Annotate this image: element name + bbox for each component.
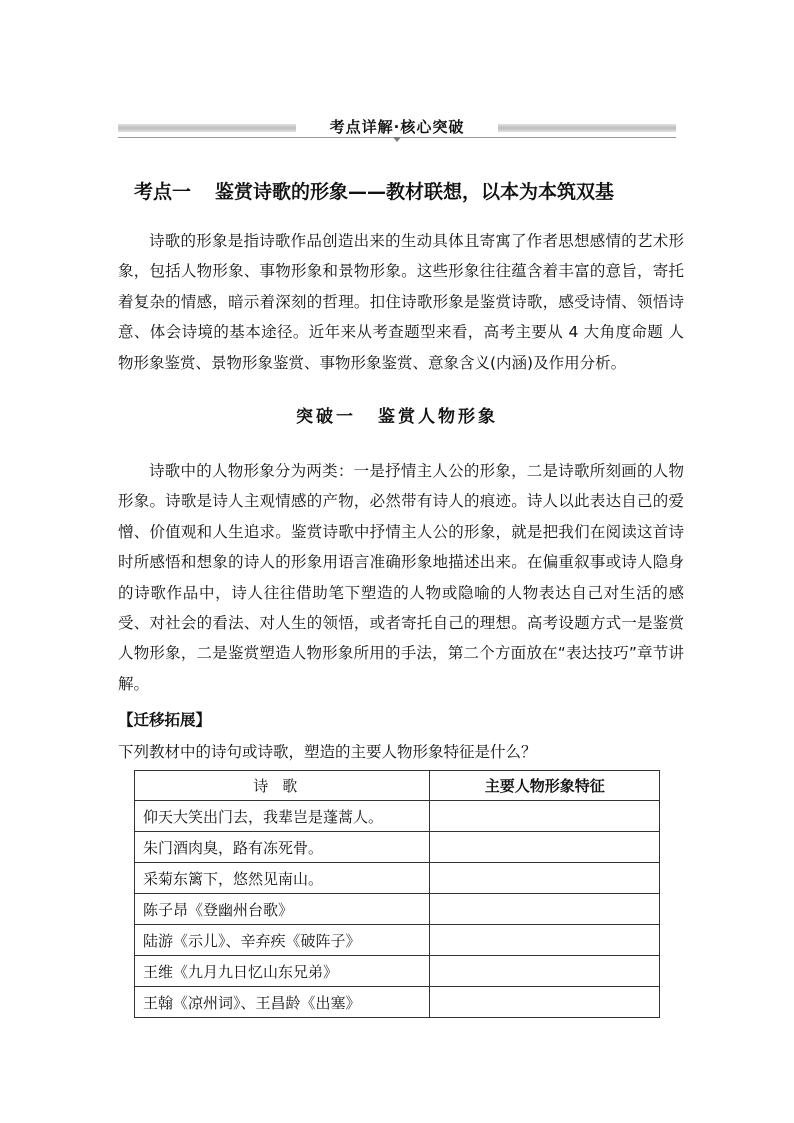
table-row [135,956,660,987]
feature-cell[interactable] [430,925,660,956]
table-header-feature: 主要人物形象特征 [430,771,660,801]
banner-title: 考点详解·核心突破 [329,118,465,136]
section-heading [134,178,614,206]
table-row [135,987,660,1018]
table-header-poem: 诗歌 [135,771,430,801]
poem-cell: 采菊东篱下，悠然见南山。 [135,863,430,894]
poem-cell: 陈子昂《登幽州台歌》 [135,894,430,925]
poem-cell: 王维《九月九日忆山东兄弟》 [135,956,430,987]
feature-cell[interactable] [430,987,660,1018]
banner-right-bar [498,124,676,132]
poem-cell: 王翰《凉州词》、王昌龄《出塞》 [135,987,430,1018]
poem-cell: 陆游《示儿》、辛弃疾《破阵子》 [135,925,430,956]
table-row [135,801,660,832]
feature-cell[interactable] [430,894,660,925]
body-paragraph: 诗歌中的人物形象分为两类：一是抒情主人公的形象，二是诗歌所刻画的人物形象。诗歌是诗人主观情感的产物，必然带有诗人的痕迹。诗人以此表达自己的爱憎、价值观和人生追求。鉴赏诗歌中抒情主人公的形象，就是把我们在阅读这首诗时所感悟和想象的诗人的形象用语言准确形象地描述出来。在偏重叙事或诗人隐身的诗歌作品中，诗人往往借助笔下塑造的人物或隐喻的人物表达自己对生活的感受、对社会的看法、对人生的领悟，或者寄托自己的理想。高考设题方式一是鉴赏人物形象，二是鉴赏塑造人物形象所用的手法，第二个方面放在“表达技巧”章节讲解。 [118,462,684,693]
table-header-row [135,771,660,801]
poem-cell: 朱门酒肉臭，路有冻死骨。 [135,832,430,863]
banner-pointer-icon [393,137,401,142]
feature-cell[interactable] [430,832,660,863]
feature-cell[interactable] [430,956,660,987]
section-banner [118,116,676,138]
subsection-title: 鉴赏人物形象 [378,407,498,427]
subsection-heading [0,404,794,430]
question-text: 下列教材中的诗句或诗歌，塑造的主要人物形象特征是什么？ [118,743,537,761]
extension-label: 【迁移拓展】 [118,711,212,729]
section-title: 鉴赏诗歌的形象——教材联想，以本为本筑双基 [215,181,615,203]
feature-cell[interactable] [430,863,660,894]
banner-left-bar [118,124,296,132]
poem-table [134,770,660,1018]
intro-paragraph: 诗歌的形象是指诗歌作品创造出来的生动具体且寄寓了作者思想感情的艺术形象，包括人物形象、事物形象和景物形象。这些形象往往蕴含着丰富的意旨，寄托着复杂的情感，暗示着深刻的哲理。扣住诗歌形象是鉴赏诗歌，感受诗情、领悟诗意、体会诗境的基本途径。近年来从考查题型来看，高考主要从 4 大角度命题 人物形象鉴赏、景物形象鉴赏、事物形象鉴赏、意象含义(内涵)及作用分析。 [118,232,684,372]
feature-cell[interactable] [430,801,660,832]
table-row [135,925,660,956]
table-row [135,863,660,894]
table-row [135,832,660,863]
section-label: 考点一 [134,181,192,203]
table-row [135,894,660,925]
subsection-label: 突破一 [296,407,356,427]
poem-cell: 仰天大笑出门去，我辈岂是蓬蒿人。 [135,801,430,832]
